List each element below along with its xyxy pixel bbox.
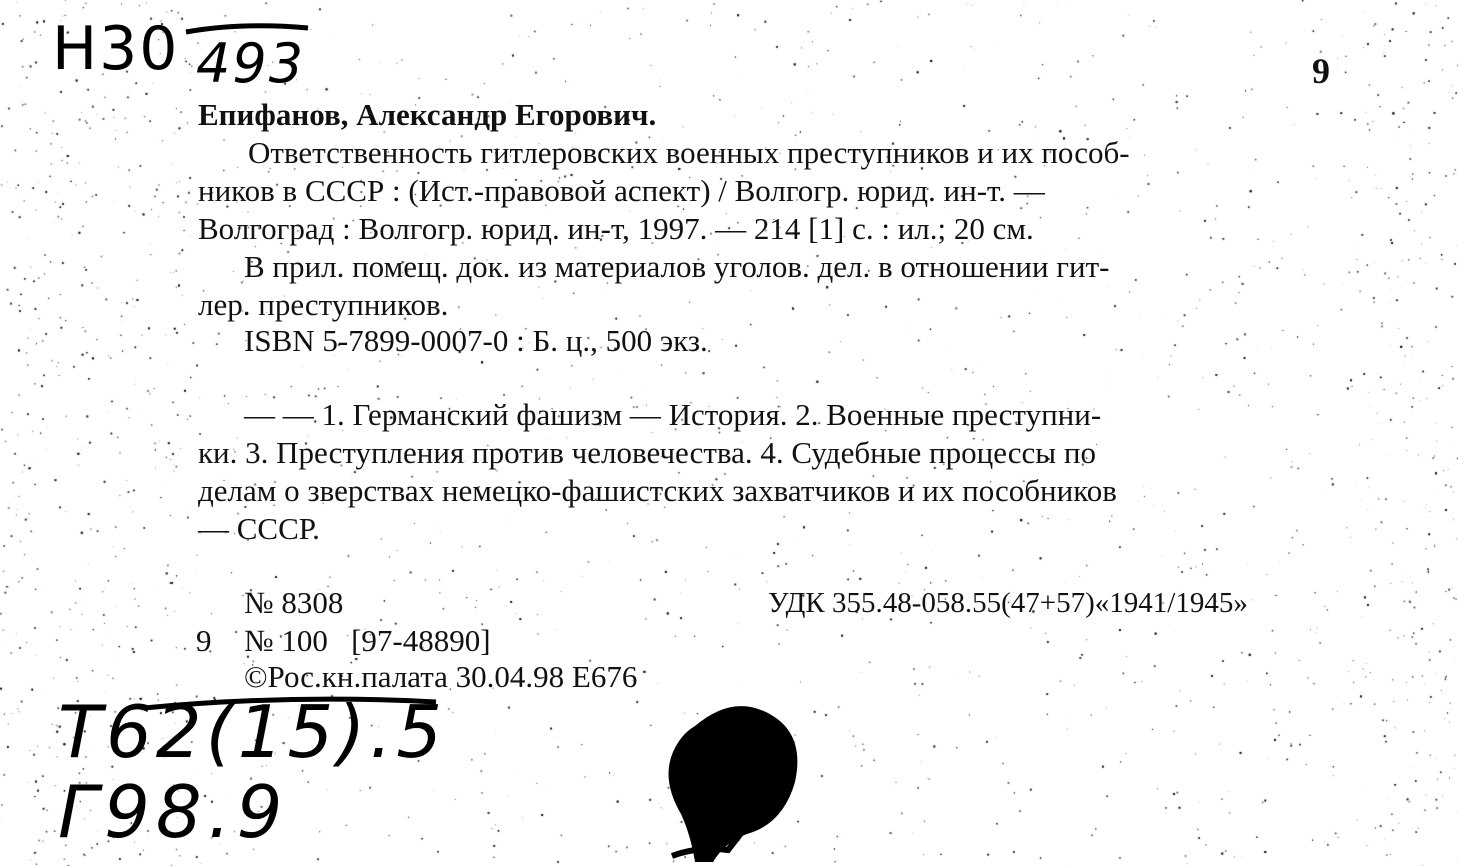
registration-number-2: № 100 [97-48890] <box>244 623 491 658</box>
handwritten-class-mark-1: Т62(15).5 <box>58 690 447 774</box>
handwritten-shelf-number: 493 <box>196 32 306 95</box>
title-line: ников в СССР : (Ист.-правовой аспект) / Волгогр. юрид. ин-т. — <box>198 173 1045 208</box>
subject-line: ки. 3. Преступления против человечества. 4. Судебные процессы по <box>198 435 1096 470</box>
author-heading: Епифанов, Александр Егорович. <box>198 97 657 132</box>
note-line: В прил. помещ. док. из материалов уголов. дел. в отношении гит- <box>244 249 1110 284</box>
subject-line: делам о зверствах немецко-фашистских захватчиков и их пособников <box>198 473 1117 508</box>
udc-code: УДК 355.48-058.55(47+57)«1941/1945» <box>768 587 1248 619</box>
book-chamber-stamp: ©Рос.кн.палата 30.04.98 Е676 <box>244 659 638 694</box>
ink-mark-bottom <box>668 826 748 866</box>
registration-number: № 8308 <box>244 585 344 620</box>
handwritten-class-mark-2: Г98.9 <box>58 770 289 854</box>
isbn-line: ISBN 5-7899-0007-0 : Б. ц., 500 экз. <box>244 323 708 358</box>
subject-line: — — 1. Германский фашизм — История. 2. Военные преступни- <box>244 397 1102 432</box>
note-line: лер. преступников. <box>198 287 449 322</box>
registration-prefix: 9 <box>196 623 212 658</box>
page-number: 9 <box>1312 51 1330 91</box>
title-line: Волгоград : Волгогр. юрид. ин-т, 1997. — 214 [1] с. : ил.; 20 см. <box>198 211 1034 246</box>
handwritten-shelf-mark: Н30 <box>52 14 180 84</box>
title-line: Ответственность гитлеровских военных преступников и их пособ- <box>248 135 1130 170</box>
subject-line: — СССР. <box>198 511 320 546</box>
